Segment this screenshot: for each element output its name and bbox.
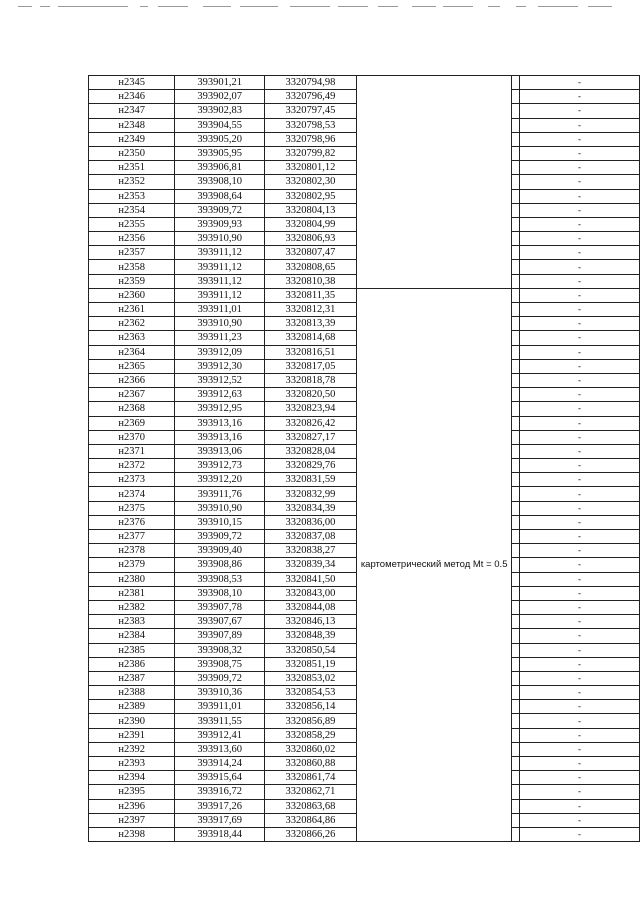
method-label: картометрический метод Mt = 0.5 bbox=[360, 559, 508, 571]
y-coordinate-cell: 3320846,13 bbox=[265, 615, 357, 629]
error-value-cell: - bbox=[519, 586, 639, 600]
y-coordinate-cell: 3320827,17 bbox=[265, 430, 357, 444]
coordinates-table bbox=[88, 75, 640, 842]
spacer-cell bbox=[512, 487, 519, 501]
error-value-cell: - bbox=[519, 274, 639, 288]
point-name-cell: н2380 bbox=[89, 572, 175, 586]
spacer-cell bbox=[512, 189, 519, 203]
point-name-cell: н2387 bbox=[89, 671, 175, 685]
point-name-cell: н2350 bbox=[89, 146, 175, 160]
y-coordinate-cell: 3320818,78 bbox=[265, 373, 357, 387]
x-coordinate-cell: 393914,24 bbox=[175, 757, 265, 771]
point-name-cell: н2392 bbox=[89, 742, 175, 756]
error-value-cell: - bbox=[519, 600, 639, 614]
point-name-cell: н2355 bbox=[89, 217, 175, 231]
y-coordinate-cell: 3320831,59 bbox=[265, 473, 357, 487]
point-name-cell: н2362 bbox=[89, 317, 175, 331]
table-row bbox=[89, 76, 640, 90]
point-name-cell: н2382 bbox=[89, 600, 175, 614]
point-name-cell: н2358 bbox=[89, 260, 175, 274]
error-value-cell: - bbox=[519, 501, 639, 515]
spacer-cell bbox=[512, 728, 519, 742]
error-value-cell: - bbox=[519, 118, 639, 132]
x-coordinate-cell: 393912,52 bbox=[175, 373, 265, 387]
spacer-cell bbox=[512, 558, 519, 572]
x-coordinate-cell: 393912,09 bbox=[175, 345, 265, 359]
spacer-cell bbox=[512, 813, 519, 827]
x-coordinate-cell: 393918,44 bbox=[175, 827, 265, 841]
error-value-cell: - bbox=[519, 742, 639, 756]
y-coordinate-cell: 3320844,08 bbox=[265, 600, 357, 614]
y-coordinate-cell: 3320862,71 bbox=[265, 785, 357, 799]
point-name-cell: н2368 bbox=[89, 402, 175, 416]
error-value-cell: - bbox=[519, 728, 639, 742]
x-coordinate-cell: 393911,01 bbox=[175, 700, 265, 714]
y-coordinate-cell: 3320798,96 bbox=[265, 132, 357, 146]
y-coordinate-cell: 3320806,93 bbox=[265, 232, 357, 246]
point-name-cell: н2356 bbox=[89, 232, 175, 246]
point-name-cell: н2345 bbox=[89, 76, 175, 90]
x-coordinate-cell: 393915,64 bbox=[175, 771, 265, 785]
error-value-cell: - bbox=[519, 530, 639, 544]
point-name-cell: н2353 bbox=[89, 189, 175, 203]
scan-header-marks bbox=[18, 6, 618, 12]
point-name-cell: н2360 bbox=[89, 288, 175, 302]
y-coordinate-cell: 3320804,13 bbox=[265, 203, 357, 217]
x-coordinate-cell: 393908,10 bbox=[175, 175, 265, 189]
y-coordinate-cell: 3320854,53 bbox=[265, 686, 357, 700]
point-name-cell: н2369 bbox=[89, 416, 175, 430]
spacer-cell bbox=[512, 246, 519, 260]
spacer-cell bbox=[512, 402, 519, 416]
method-cell-upper bbox=[356, 76, 512, 289]
spacer-cell bbox=[512, 572, 519, 586]
spacer-cell bbox=[512, 76, 519, 90]
y-coordinate-cell: 3320856,89 bbox=[265, 714, 357, 728]
error-value-cell: - bbox=[519, 785, 639, 799]
error-value-cell: - bbox=[519, 345, 639, 359]
point-name-cell: н2346 bbox=[89, 90, 175, 104]
spacer-cell bbox=[512, 303, 519, 317]
spacer-cell bbox=[512, 714, 519, 728]
x-coordinate-cell: 393917,26 bbox=[175, 799, 265, 813]
spacer-cell bbox=[512, 104, 519, 118]
error-value-cell: - bbox=[519, 515, 639, 529]
point-name-cell: н2351 bbox=[89, 161, 175, 175]
spacer-cell bbox=[512, 132, 519, 146]
error-value-cell: - bbox=[519, 558, 639, 572]
point-name-cell: н2397 bbox=[89, 813, 175, 827]
x-coordinate-cell: 393905,20 bbox=[175, 132, 265, 146]
point-name-cell: н2384 bbox=[89, 629, 175, 643]
x-coordinate-cell: 393908,32 bbox=[175, 643, 265, 657]
point-name-cell: н2390 bbox=[89, 714, 175, 728]
spacer-cell bbox=[512, 501, 519, 515]
spacer-cell bbox=[512, 615, 519, 629]
x-coordinate-cell: 393909,40 bbox=[175, 544, 265, 558]
y-coordinate-cell: 3320839,34 bbox=[265, 558, 357, 572]
error-value-cell: - bbox=[519, 615, 639, 629]
error-value-cell: - bbox=[519, 487, 639, 501]
y-coordinate-cell: 3320860,02 bbox=[265, 742, 357, 756]
point-name-cell: н2389 bbox=[89, 700, 175, 714]
spacer-cell bbox=[512, 416, 519, 430]
spacer-cell bbox=[512, 444, 519, 458]
y-coordinate-cell: 3320853,02 bbox=[265, 671, 357, 685]
point-name-cell: н2394 bbox=[89, 771, 175, 785]
y-coordinate-cell: 3320843,00 bbox=[265, 586, 357, 600]
y-coordinate-cell: 3320797,45 bbox=[265, 104, 357, 118]
error-value-cell: - bbox=[519, 430, 639, 444]
y-coordinate-cell: 3320807,47 bbox=[265, 246, 357, 260]
error-value-cell: - bbox=[519, 217, 639, 231]
y-coordinate-cell: 3320814,68 bbox=[265, 331, 357, 345]
point-name-cell: н2374 bbox=[89, 487, 175, 501]
x-coordinate-cell: 393908,75 bbox=[175, 657, 265, 671]
y-coordinate-cell: 3320858,29 bbox=[265, 728, 357, 742]
y-coordinate-cell: 3320826,42 bbox=[265, 416, 357, 430]
y-coordinate-cell: 3320864,86 bbox=[265, 813, 357, 827]
error-value-cell: - bbox=[519, 416, 639, 430]
method-cell bbox=[356, 288, 512, 841]
spacer-cell bbox=[512, 700, 519, 714]
spacer-cell bbox=[512, 90, 519, 104]
x-coordinate-cell: 393911,12 bbox=[175, 288, 265, 302]
spacer-cell bbox=[512, 600, 519, 614]
y-coordinate-cell: 3320808,65 bbox=[265, 260, 357, 274]
point-name-cell: н2395 bbox=[89, 785, 175, 799]
y-coordinate-cell: 3320813,39 bbox=[265, 317, 357, 331]
x-coordinate-cell: 393912,20 bbox=[175, 473, 265, 487]
error-value-cell: - bbox=[519, 331, 639, 345]
spacer-cell bbox=[512, 274, 519, 288]
x-coordinate-cell: 393916,72 bbox=[175, 785, 265, 799]
point-name-cell: н2348 bbox=[89, 118, 175, 132]
spacer-cell bbox=[512, 359, 519, 373]
y-coordinate-cell: 3320794,98 bbox=[265, 76, 357, 90]
x-coordinate-cell: 393911,76 bbox=[175, 487, 265, 501]
x-coordinate-cell: 393907,89 bbox=[175, 629, 265, 643]
error-value-cell: - bbox=[519, 373, 639, 387]
error-value-cell: - bbox=[519, 104, 639, 118]
point-name-cell: н2363 bbox=[89, 331, 175, 345]
x-coordinate-cell: 393913,06 bbox=[175, 444, 265, 458]
spacer-cell bbox=[512, 175, 519, 189]
point-name-cell: н2372 bbox=[89, 459, 175, 473]
y-coordinate-cell: 3320834,39 bbox=[265, 501, 357, 515]
error-value-cell: - bbox=[519, 771, 639, 785]
point-name-cell: н2352 bbox=[89, 175, 175, 189]
point-name-cell: н2393 bbox=[89, 757, 175, 771]
error-value-cell: - bbox=[519, 232, 639, 246]
error-value-cell: - bbox=[519, 260, 639, 274]
point-name-cell: н2383 bbox=[89, 615, 175, 629]
table-row bbox=[89, 288, 640, 302]
y-coordinate-cell: 3320804,99 bbox=[265, 217, 357, 231]
spacer-cell bbox=[512, 118, 519, 132]
error-value-cell: - bbox=[519, 657, 639, 671]
x-coordinate-cell: 393907,67 bbox=[175, 615, 265, 629]
spacer-cell bbox=[512, 586, 519, 600]
error-value-cell: - bbox=[519, 827, 639, 841]
spacer-cell bbox=[512, 430, 519, 444]
x-coordinate-cell: 393902,83 bbox=[175, 104, 265, 118]
error-value-cell: - bbox=[519, 175, 639, 189]
point-name-cell: н2366 bbox=[89, 373, 175, 387]
spacer-cell bbox=[512, 260, 519, 274]
error-value-cell: - bbox=[519, 288, 639, 302]
spacer-cell bbox=[512, 544, 519, 558]
x-coordinate-cell: 393911,12 bbox=[175, 246, 265, 260]
spacer-cell bbox=[512, 686, 519, 700]
y-coordinate-cell: 3320812,31 bbox=[265, 303, 357, 317]
x-coordinate-cell: 393911,01 bbox=[175, 303, 265, 317]
y-coordinate-cell: 3320836,00 bbox=[265, 515, 357, 529]
spacer-cell bbox=[512, 515, 519, 529]
y-coordinate-cell: 3320829,76 bbox=[265, 459, 357, 473]
y-coordinate-cell: 3320802,30 bbox=[265, 175, 357, 189]
point-name-cell: н2378 bbox=[89, 544, 175, 558]
y-coordinate-cell: 3320810,38 bbox=[265, 274, 357, 288]
x-coordinate-cell: 393908,53 bbox=[175, 572, 265, 586]
y-coordinate-cell: 3320816,51 bbox=[265, 345, 357, 359]
error-value-cell: - bbox=[519, 444, 639, 458]
point-name-cell: н2354 bbox=[89, 203, 175, 217]
point-name-cell: н2396 bbox=[89, 799, 175, 813]
spacer-cell bbox=[512, 317, 519, 331]
spacer-cell bbox=[512, 459, 519, 473]
x-coordinate-cell: 393909,72 bbox=[175, 203, 265, 217]
y-coordinate-cell: 3320856,14 bbox=[265, 700, 357, 714]
error-value-cell: - bbox=[519, 544, 639, 558]
x-coordinate-cell: 393910,90 bbox=[175, 501, 265, 515]
error-value-cell: - bbox=[519, 317, 639, 331]
x-coordinate-cell: 393908,10 bbox=[175, 586, 265, 600]
spacer-cell bbox=[512, 771, 519, 785]
spacer-cell bbox=[512, 530, 519, 544]
y-coordinate-cell: 3320838,27 bbox=[265, 544, 357, 558]
spacer-cell bbox=[512, 146, 519, 160]
x-coordinate-cell: 393912,95 bbox=[175, 402, 265, 416]
x-coordinate-cell: 393912,63 bbox=[175, 388, 265, 402]
point-name-cell: н2367 bbox=[89, 388, 175, 402]
spacer-cell bbox=[512, 629, 519, 643]
y-coordinate-cell: 3320861,74 bbox=[265, 771, 357, 785]
x-coordinate-cell: 393905,95 bbox=[175, 146, 265, 160]
error-value-cell: - bbox=[519, 90, 639, 104]
y-coordinate-cell: 3320863,68 bbox=[265, 799, 357, 813]
error-value-cell: - bbox=[519, 132, 639, 146]
point-name-cell: н2349 bbox=[89, 132, 175, 146]
error-value-cell: - bbox=[519, 643, 639, 657]
spacer-cell bbox=[512, 373, 519, 387]
error-value-cell: - bbox=[519, 161, 639, 175]
point-name-cell: н2385 bbox=[89, 643, 175, 657]
y-coordinate-cell: 3320850,54 bbox=[265, 643, 357, 657]
point-name-cell: н2376 bbox=[89, 515, 175, 529]
x-coordinate-cell: 393911,23 bbox=[175, 331, 265, 345]
x-coordinate-cell: 393913,16 bbox=[175, 430, 265, 444]
y-coordinate-cell: 3320848,39 bbox=[265, 629, 357, 643]
y-coordinate-cell: 3320837,08 bbox=[265, 530, 357, 544]
error-value-cell: - bbox=[519, 799, 639, 813]
error-value-cell: - bbox=[519, 473, 639, 487]
error-value-cell: - bbox=[519, 629, 639, 643]
point-name-cell: н2391 bbox=[89, 728, 175, 742]
spacer-cell bbox=[512, 799, 519, 813]
spacer-cell bbox=[512, 203, 519, 217]
x-coordinate-cell: 393908,64 bbox=[175, 189, 265, 203]
x-coordinate-cell: 393904,55 bbox=[175, 118, 265, 132]
x-coordinate-cell: 393901,21 bbox=[175, 76, 265, 90]
x-coordinate-cell: 393913,60 bbox=[175, 742, 265, 756]
y-coordinate-cell: 3320820,50 bbox=[265, 388, 357, 402]
error-value-cell: - bbox=[519, 359, 639, 373]
x-coordinate-cell: 393912,41 bbox=[175, 728, 265, 742]
x-coordinate-cell: 393912,30 bbox=[175, 359, 265, 373]
y-coordinate-cell: 3320823,94 bbox=[265, 402, 357, 416]
error-value-cell: - bbox=[519, 671, 639, 685]
point-name-cell: н2388 bbox=[89, 686, 175, 700]
x-coordinate-cell: 393902,07 bbox=[175, 90, 265, 104]
spacer-cell bbox=[512, 742, 519, 756]
spacer-cell bbox=[512, 785, 519, 799]
error-value-cell: - bbox=[519, 572, 639, 586]
point-name-cell: н2365 bbox=[89, 359, 175, 373]
x-coordinate-cell: 393911,55 bbox=[175, 714, 265, 728]
point-name-cell: н2375 bbox=[89, 501, 175, 515]
y-coordinate-cell: 3320801,12 bbox=[265, 161, 357, 175]
spacer-cell bbox=[512, 757, 519, 771]
error-value-cell: - bbox=[519, 246, 639, 260]
y-coordinate-cell: 3320841,50 bbox=[265, 572, 357, 586]
y-coordinate-cell: 3320796,49 bbox=[265, 90, 357, 104]
error-value-cell: - bbox=[519, 402, 639, 416]
point-name-cell: н2361 bbox=[89, 303, 175, 317]
x-coordinate-cell: 393910,36 bbox=[175, 686, 265, 700]
point-name-cell: н2373 bbox=[89, 473, 175, 487]
x-coordinate-cell: 393910,15 bbox=[175, 515, 265, 529]
y-coordinate-cell: 3320811,35 bbox=[265, 288, 357, 302]
x-coordinate-cell: 393907,78 bbox=[175, 600, 265, 614]
x-coordinate-cell: 393913,16 bbox=[175, 416, 265, 430]
spacer-cell bbox=[512, 217, 519, 231]
y-coordinate-cell: 3320817,05 bbox=[265, 359, 357, 373]
point-name-cell: н2347 bbox=[89, 104, 175, 118]
y-coordinate-cell: 3320860,88 bbox=[265, 757, 357, 771]
spacer-cell bbox=[512, 827, 519, 841]
error-value-cell: - bbox=[519, 203, 639, 217]
point-name-cell: н2377 bbox=[89, 530, 175, 544]
point-name-cell: н2357 bbox=[89, 246, 175, 260]
point-name-cell: н2398 bbox=[89, 827, 175, 841]
y-coordinate-cell: 3320802,95 bbox=[265, 189, 357, 203]
error-value-cell: - bbox=[519, 813, 639, 827]
coordinates-table-body bbox=[89, 76, 640, 842]
error-value-cell: - bbox=[519, 700, 639, 714]
spacer-cell bbox=[512, 161, 519, 175]
error-value-cell: - bbox=[519, 189, 639, 203]
x-coordinate-cell: 393909,72 bbox=[175, 671, 265, 685]
y-coordinate-cell: 3320798,53 bbox=[265, 118, 357, 132]
x-coordinate-cell: 393911,12 bbox=[175, 274, 265, 288]
x-coordinate-cell: 393910,90 bbox=[175, 317, 265, 331]
spacer-cell bbox=[512, 331, 519, 345]
error-value-cell: - bbox=[519, 686, 639, 700]
point-name-cell: н2364 bbox=[89, 345, 175, 359]
error-value-cell: - bbox=[519, 459, 639, 473]
spacer-cell bbox=[512, 232, 519, 246]
x-coordinate-cell: 393909,72 bbox=[175, 530, 265, 544]
error-value-cell: - bbox=[519, 757, 639, 771]
spacer-cell bbox=[512, 288, 519, 302]
error-value-cell: - bbox=[519, 146, 639, 160]
point-name-cell: н2386 bbox=[89, 657, 175, 671]
error-value-cell: - bbox=[519, 714, 639, 728]
y-coordinate-cell: 3320832,99 bbox=[265, 487, 357, 501]
x-coordinate-cell: 393908,86 bbox=[175, 558, 265, 572]
point-name-cell: н2359 bbox=[89, 274, 175, 288]
point-name-cell: н2370 bbox=[89, 430, 175, 444]
error-value-cell: - bbox=[519, 388, 639, 402]
y-coordinate-cell: 3320799,82 bbox=[265, 146, 357, 160]
error-value-cell: - bbox=[519, 303, 639, 317]
x-coordinate-cell: 393906,81 bbox=[175, 161, 265, 175]
spacer-cell bbox=[512, 671, 519, 685]
x-coordinate-cell: 393910,90 bbox=[175, 232, 265, 246]
point-name-cell: н2371 bbox=[89, 444, 175, 458]
point-name-cell: н2381 bbox=[89, 586, 175, 600]
error-value-cell: - bbox=[519, 76, 639, 90]
spacer-cell bbox=[512, 388, 519, 402]
point-name-cell: н2379 bbox=[89, 558, 175, 572]
y-coordinate-cell: 3320828,04 bbox=[265, 444, 357, 458]
x-coordinate-cell: 393911,12 bbox=[175, 260, 265, 274]
spacer-cell bbox=[512, 643, 519, 657]
spacer-cell bbox=[512, 345, 519, 359]
spacer-cell bbox=[512, 657, 519, 671]
x-coordinate-cell: 393912,73 bbox=[175, 459, 265, 473]
x-coordinate-cell: 393909,93 bbox=[175, 217, 265, 231]
y-coordinate-cell: 3320851,19 bbox=[265, 657, 357, 671]
x-coordinate-cell: 393917,69 bbox=[175, 813, 265, 827]
y-coordinate-cell: 3320866,26 bbox=[265, 827, 357, 841]
spacer-cell bbox=[512, 473, 519, 487]
